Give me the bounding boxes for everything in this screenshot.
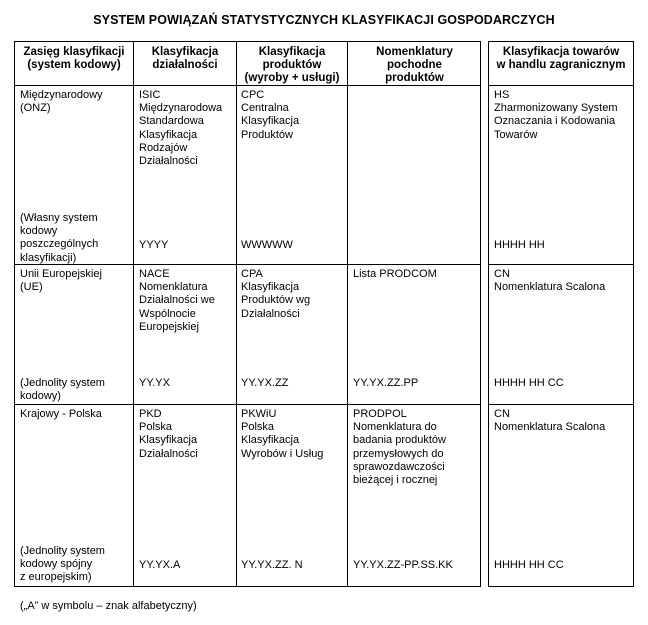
row-eu-code-label: (Jednolity system kodowy) xyxy=(20,377,105,403)
row-poland-activity-code: YY.YX.A xyxy=(139,559,181,571)
row-poland-scope: Krajowy - Polska xyxy=(20,408,102,420)
footnote: („A” w symbolu – znak alfabetyczny) xyxy=(20,600,197,612)
row-poland-trade-code: HHHH HH CC xyxy=(494,559,564,571)
row-international-activity-code: YYYY xyxy=(139,239,169,251)
header-nomenclatures: Nomenklatury pochodne produktów xyxy=(376,46,453,84)
header-divider xyxy=(14,85,481,86)
row-eu-scope: Unii Europejskiej (UE) xyxy=(20,268,102,294)
header-products: Klasyfikacja produktów (wyroby + usługi) xyxy=(244,46,340,84)
row-poland-nomenclatures-code: YY.YX.ZZ-PP.SS.KK xyxy=(353,559,453,571)
page-title: SYSTEM POWIĄZAŃ STATYSTYCZNYCH KLASYFIKACJI GOSPODARCZYCH xyxy=(93,13,555,27)
header-scope: Zasięg klasyfikacji (system kodowy) xyxy=(23,46,125,71)
row-eu-nomenclatures-code: YY.YX.ZZ.PP xyxy=(353,377,419,389)
row-international-trade: HS Zharmonizowany System Oznaczania i Kodowania Towarów xyxy=(494,89,618,141)
row-poland-products-code: YY.YX.ZZ. N xyxy=(241,559,303,571)
row-poland-activity: PKD Polska Klasyfikacja Działalności xyxy=(139,408,198,460)
row-poland-trade: CN Nomenklatura Scalona xyxy=(494,408,606,434)
row-eu-trade-code: HHHH HH CC xyxy=(494,377,564,389)
row-international-products-code: WWWWW xyxy=(241,239,293,251)
row-poland-code-label: (Jednolity system kodowy spójny z europejskim) xyxy=(20,545,105,584)
row-poland-products: PKWiU Polska Klasyfikacja Wyrobów i Usług xyxy=(241,408,324,460)
row-eu-activity-code: YY.YX xyxy=(139,377,170,389)
row-international-activity: ISIC Międzynarodowa Standardowa Klasyfikacja Rodzajów Działalności xyxy=(139,89,223,168)
row-eu-activity: NACE Nomenklatura Działalności we Wspólnocie Europejskiej xyxy=(139,268,215,333)
row-international-products: CPC Centralna Klasyfikacja Produktów xyxy=(241,89,300,141)
row-international-scope: Międzynarodowy (ONZ) xyxy=(20,89,103,115)
row-eu-trade: CN Nomenklatura Scalona xyxy=(494,268,606,294)
trade-row-divider-2 xyxy=(488,404,634,405)
row-eu-products-code: YY.YX.ZZ xyxy=(241,377,289,389)
trade-header-divider xyxy=(488,85,634,86)
header-activity: Klasyfikacja działalności xyxy=(151,46,219,71)
row-poland-nomenclatures: PRODPOL Nomenklatura do badania produktów przemysłowych do sprawozdawczości bieżącej i rocznej xyxy=(353,408,446,487)
row-eu-products: CPA Klasyfikacja Produktów wg Działalności xyxy=(241,268,311,320)
header-trade: Klasyfikacja towarów w handlu zagranicznym xyxy=(496,46,626,71)
col-divider-2 xyxy=(236,41,237,587)
row-divider-2 xyxy=(14,404,481,405)
row-international-code-label: (Własny system kodowy poszczególnych klasyfikacji) xyxy=(20,212,99,264)
trade-row-divider-1 xyxy=(488,264,634,265)
row-international-trade-code: HHHH HH xyxy=(494,239,545,251)
col-divider-1 xyxy=(133,41,134,587)
row-eu-nomenclatures: Lista PRODCOM xyxy=(353,268,437,280)
col-divider-3 xyxy=(347,41,348,587)
